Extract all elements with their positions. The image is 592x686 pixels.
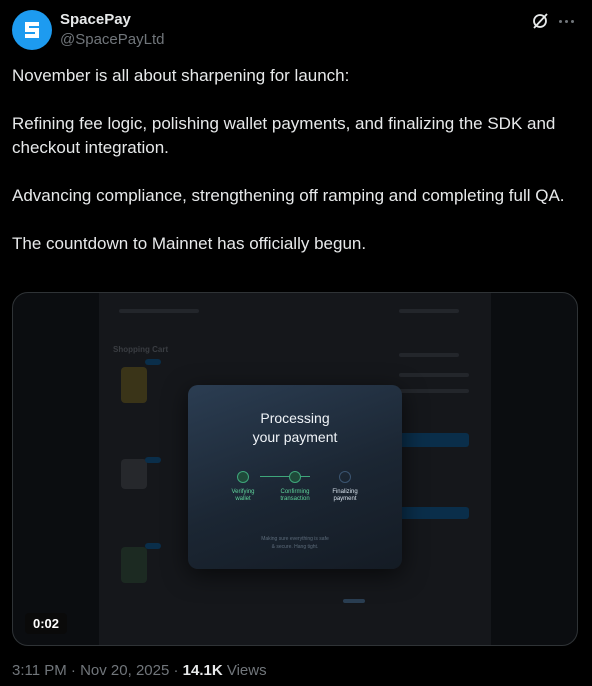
modal-title-line: your payment [252,429,338,445]
bg-button [399,507,469,519]
bg-badge [145,543,161,549]
tweet-paragraph: November is all about sharpening for launch: [12,66,350,85]
step-label: Verifying [231,489,255,495]
modal-footer [188,535,402,551]
check-icon [237,471,249,483]
author-handle[interactable]: @SpacePayLtd [60,31,165,48]
tweet-meta [12,662,267,679]
progress-steps [188,471,402,521]
views-label: Views [222,662,267,679]
modal-footer-line: & secure. Hang tight. [271,544,319,550]
more-icon[interactable] [556,11,576,31]
bg-line [399,389,469,393]
bg-line [399,373,469,377]
bg-badge [145,457,161,463]
tweet-paragraph: The countdown to Mainnet has officially begun. [12,234,367,253]
spinner-icon [339,471,351,483]
bg-product-image [121,547,147,583]
step-label: Confirming [280,489,310,495]
modal-title [188,409,402,447]
modal-title-line: Processing [260,410,330,426]
bg-badge [145,359,161,365]
author-name[interactable]: SpacePay [60,11,131,28]
tweet-text [12,64,580,280]
views-count[interactable]: 14.1K [182,662,223,679]
bg-line [119,309,199,313]
step-label: Finalizing [332,489,358,495]
bg-product-image [121,459,147,489]
grok-icon[interactable] [530,11,550,31]
step-label: payment [333,496,357,502]
bg-button [399,433,469,447]
bg-line [343,599,365,603]
tweet-header [12,10,580,54]
video-timestamp: 0:02 [25,613,67,634]
bg-line [399,309,459,313]
tweet-time[interactable]: 3:11 PM · Nov 20, 2025 · [12,662,183,679]
processing-modal [188,385,402,569]
tweet-paragraph: Advancing compliance, strengthening off ramping and completing full QA. [12,186,565,205]
step-label: wallet [235,496,251,502]
bg-line [399,353,459,357]
avatar[interactable] [12,10,52,50]
step-finalizing [310,471,380,503]
tweet-paragraph: Refining fee logic, polishing wallet payments, and finalizing the SDK and checkout integration. [12,114,556,157]
bg-page-title: Shopping Cart [113,345,169,354]
step-label: transaction [280,496,310,502]
check-icon [289,471,301,483]
tweet-video[interactable] [12,292,578,646]
spacepay-logo-icon [20,18,44,42]
bg-product-image [121,367,147,403]
modal-footer-line: Making sure everything is safe [261,536,329,542]
